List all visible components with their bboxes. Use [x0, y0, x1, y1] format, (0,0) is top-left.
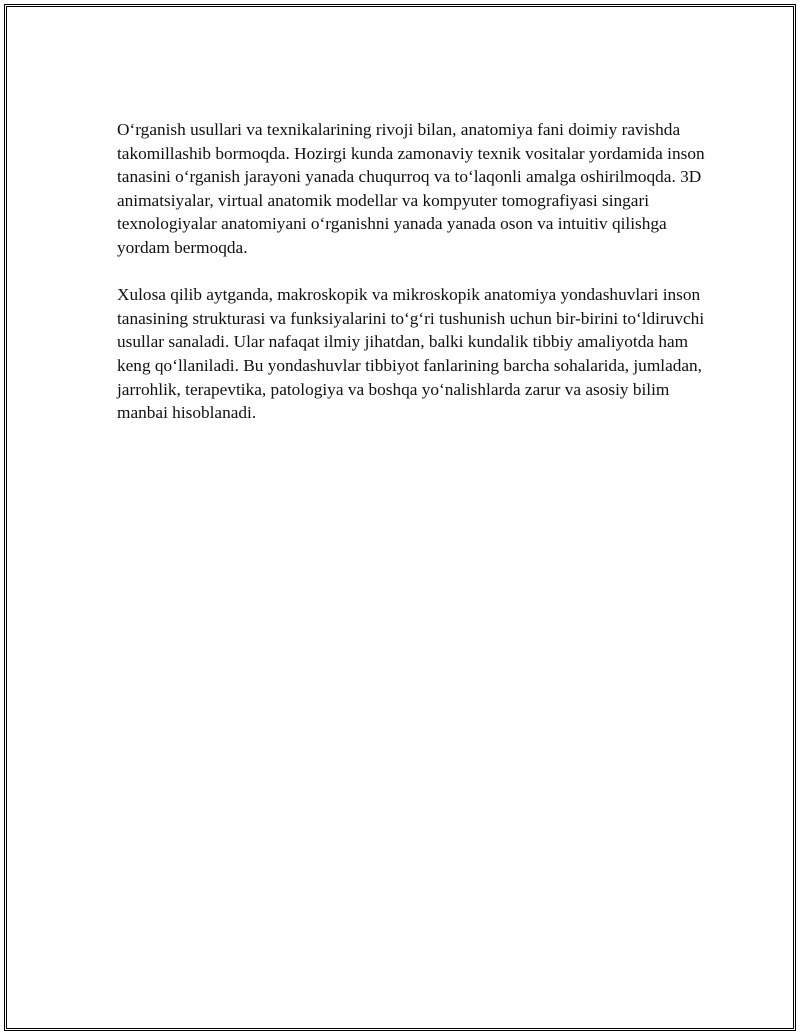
paragraph-2: Xulosa qilib aytganda, makroskopik va mikroskopik anatomiya yondashuvlari inson tanasining strukturasi va funksiyalarini to‘g‘ri tushunish uchun bir-birini to‘ldiruvchi usullar sanaladi. Ular nafaqat ilmiy jihatdan, balki kundalik tibbiy amaliyotda ham keng qo‘llaniladi. Bu yondashuvlar tibbiyot fanlarining barcha sohalarida, jumladan, jarrohlik, terapevtika, patologiya va boshqa yo‘nalishlarda zarur va asosiy bilim manbai hisoblanadi.: [117, 285, 705, 423]
paragraph-1: O‘rganish usullari va texnikalarining rivoji bilan, anatomiya fani doimiy ravishda takomillashib bormoqda. Hozirgi kunda zamonaviy texnik vositalar yordamida inson tanasini o‘rganish jarayoni yanada chuqurroq va to‘laqonli amalga oshirilmoqda. 3D animatsiyalar, virtual anatomik modellar va kompyuter tomografiyasi singari texnologiyalar anatomiyani o‘rganishni yanada yanada oson va intuitiv qilishga yordam bermoqda.: [117, 120, 705, 257]
page-body: [117, 118, 707, 448]
